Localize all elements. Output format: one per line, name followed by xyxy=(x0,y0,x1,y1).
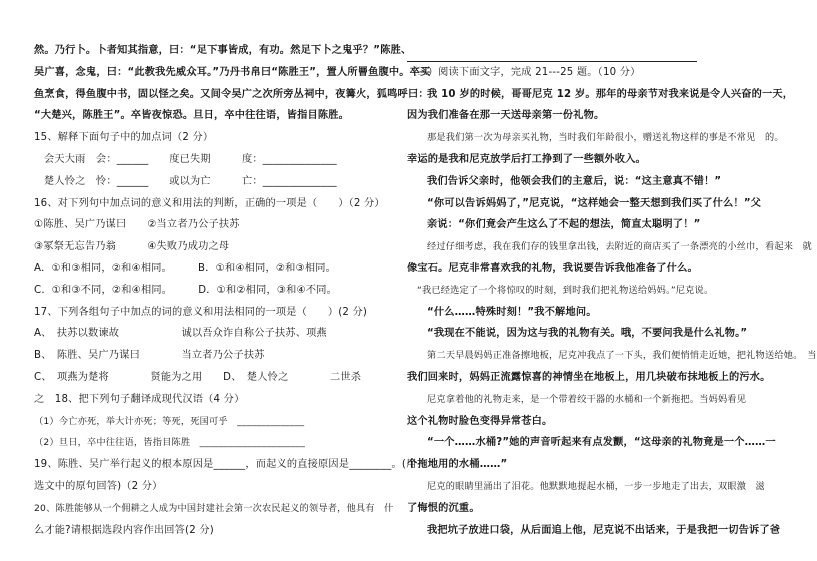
right-text-line: “一个……水桶?”她的声音听起来有点发颤，“这母亲的礼物竟是一个……一 xyxy=(427,437,776,449)
right-text-line xyxy=(407,40,767,62)
left-text-line: 鱼烹食，得鱼腹中书，固以怪之矣。又间令吴广之次所旁丛祠中，夜篝火，狐鸣呼曰： xyxy=(34,88,429,100)
left-text-line: ③冢祭无忘告乃翁 ④失败乃成功之母 xyxy=(34,241,230,253)
left-text-line: C、 项燕为楚将 贤能为之用 D、 楚人怜之 二世杀 xyxy=(34,371,362,383)
left-column xyxy=(34,40,431,541)
right-text-line: 经过仔细考虑，我在我们存的钱里拿出钱，去附近的商店买了一条漂亮的小丝巾，看起来 就 xyxy=(427,241,812,253)
left-text-line: A、 扶苏以数谏故 诚以吾众诈自称公子扶苏、项燕 xyxy=(34,328,327,340)
left-text-line: 19、陈胜、吴广举行起义的根本原因是______，而起义的直接原因是________。(用 xyxy=(34,459,417,471)
left-text-line: “大楚兴，陈胜王”。卒皆夜惊恐。旦日，卒中往往语，皆指目陈胜。 xyxy=(34,110,350,122)
left-text-line: 会天大雨 会：______ 度已失期 度：______________ xyxy=(44,153,337,165)
left-text-line: 么才能?请根据选段内容作出回答(2 分) xyxy=(34,524,214,536)
right-text-line: 尼克的眼睛里涌出了泪花。他默默地提起水桶，一步一步地走了出去，双眼激 滋 xyxy=(427,480,765,492)
right-text-line: 我把坑子放进口袋，从后面追上他，尼克说不出话来，于是我把一切告诉了爸 xyxy=(427,524,781,536)
right-text-line: 个拖地用的水桶……” xyxy=(407,459,508,471)
right-text-line: （三）阅读下面文字，完成 21---25 题。（10 分） xyxy=(407,66,641,78)
left-text-line: 吴广喜，念鬼，曰：“此教我先威众耳。”乃丹书帛曰“陈胜王”，置人所罾鱼腹中。卒买 xyxy=(34,66,431,78)
left-text-line: 然。乃行卜。卜者知其指意，曰：“足下事皆成，有功。然足下卜之鬼乎？”陈胜、 xyxy=(34,45,412,56)
right-text-line: 了悔恨的沉重。 xyxy=(407,502,480,514)
right-text-line: 因为我们准备在那一天送母亲第一份礼物。 xyxy=(407,110,605,122)
right-text-line: 我们回来时，妈妈正流露惊喜的神情坐在地板上，用几块破布抹地板上的污水。 xyxy=(407,371,771,383)
left-text-line: 15、解释下面句子中的加点词（2 分） xyxy=(34,132,214,144)
right-text-line: “我现在不能说，因为这与我的礼物有关。哦，不要问我是什么礼物。” xyxy=(427,328,748,340)
right-text-line: “你可以告诉妈妈了，”尼克说，“这样她会一整天想到我们买了什么！”父 xyxy=(427,197,762,209)
left-text-line: 楚人怜之 怜：______ 或以为亡 亡：______________ xyxy=(44,175,337,187)
left-text-line: B、 陈胜、吴广乃谋曰 当立者乃公子扶苏 xyxy=(34,350,265,362)
right-text-line: 尼克拿着他的礼物走来，是一个带着绞干器的水桶和一个新拖把。当妈妈看见 xyxy=(427,393,747,405)
right-text-line: “我已经选定了一个将惊叹的时刻，到时我们把礼物送给妈妈。”尼克说。 xyxy=(417,284,714,296)
left-text-line: 之 18、把下列句子翻译成现代汉语（4 分） xyxy=(34,393,245,405)
right-text-line: 那是我们第一次为母亲买礼物，当时我们年龄很小，赠送礼物这样的事是不常见 的。 xyxy=(427,132,784,144)
right-text-line: 这个礼物时脸色变得异常苍白。 xyxy=(407,415,553,427)
left-text-line: A．①和③相同，②和④相同。 B．①和④相同，②和③相同。 xyxy=(34,262,337,274)
left-text-line: ①陈胜、吴广乃谋曰 ②当立者乃公子扶苏 xyxy=(34,219,240,231)
left-text-line: 选文中的原句回答)（2 分） xyxy=(34,480,163,492)
right-text-line: 像宝石。尼克非常喜欢我的礼物，我说要告诉我他准备了什么。 xyxy=(407,262,698,274)
right-text-line: 我 10 岁的时候，哥哥尼克 12 岁。那年的母亲节对我来说是令人兴奋的一天， xyxy=(427,88,794,100)
right-text-line: 我们告诉父亲时，他领会我们的主意后，说：“这主意真不错！” xyxy=(427,175,722,187)
right-text-line: 第二天早晨妈妈正准备擦地板，尼克冲我点了一下头，我们便悄悄走近她，把礼物送给她。 当 xyxy=(427,350,817,362)
right-text-line: 幸运的是我和尼克放学后打工挣到了一些额外收入。 xyxy=(407,153,646,165)
left-text-line: （1）今亡亦死，举大计亦死；等死，死国可乎 ______________ xyxy=(34,415,305,427)
right-text-line: “什么……特殊时刻！”我不解地问。 xyxy=(427,306,597,318)
right-column xyxy=(407,40,817,541)
left-text-line: C．①和③不同，②和④相同。 D．①和②相同，③和④不同。 xyxy=(34,284,338,296)
right-text-line: 亲说：“你们竟会产生这么了不起的想法，简直太聪明了！” xyxy=(427,219,701,231)
left-text-line: 20、陈胜能够从一个佣耕之人成为中国封建社会第一次农民起义的领导者，他具有 什 xyxy=(34,502,394,514)
left-text-line: 17、下列各组句子中加点的词的意义和用法相同的一项是（ ）(2 分) xyxy=(34,306,368,318)
left-text-line: 16、对下列句中加点词的意义和用法的判断，正确的一项是（ ）（2 分） xyxy=(34,197,385,209)
left-text-line: （2）旦日，卒中往往语，皆指目陈胜 ______________________ xyxy=(34,437,306,449)
